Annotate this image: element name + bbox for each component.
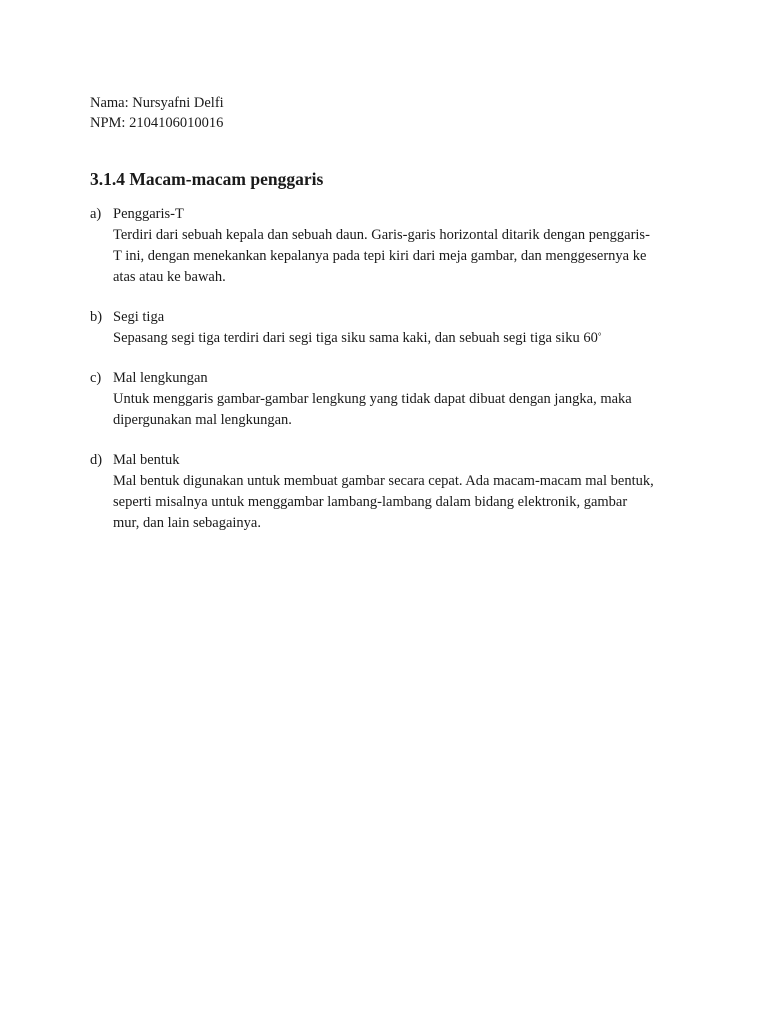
student-info (90, 93, 224, 133)
item-text-line (113, 328, 690, 349)
degree-symbol: ° (597, 331, 602, 341)
list-item-segi-tiga (90, 307, 690, 349)
list-marker: a) (90, 206, 102, 222)
list-marker: c) (90, 370, 102, 386)
list-marker: b) (90, 309, 103, 325)
item-title: Mal bentuk (113, 452, 180, 468)
item-text-line: Mal bentuk digunakan untuk membuat gambar secara cepat. Ada macam-macam mal bentuk, (113, 473, 654, 489)
item-title: Segi tiga (113, 309, 165, 325)
ruler-types-list (90, 204, 690, 534)
list-item-mal-lengkungan (90, 368, 690, 431)
section-title: 3.1.4 Macam-macam penggaris (90, 169, 324, 189)
item-text-line: Untuk menggaris gambar-gambar lengkung yang tidak dapat dibuat dengan jangka, maka (113, 391, 632, 407)
student-name: Nama: Nursyafni Delfi (90, 95, 224, 111)
item-text-line: seperti misalnya untuk menggambar lambang-lambang dalam bidang elektronik, gambar (113, 494, 628, 510)
student-npm: NPM: 2104106010016 (90, 115, 224, 131)
item-text-line: Terdiri dari sebuah kepala dan sebuah daun. Garis-garis horizontal ditarik dengan penggaris- (113, 227, 650, 243)
list-item-penggaris-t (90, 204, 690, 288)
item-text-line: T ini, dengan menekankan kepalanya pada tepi kiri dari meja gambar, dan menggesernya ke (113, 248, 647, 264)
item-text: Sepasang segi tiga terdiri dari segi tiga siku sama kaki, dan sebuah segi tiga siku 60 (113, 330, 598, 346)
item-text-line: atas atau ke bawah. (113, 269, 226, 285)
item-text-line: mur, dan lain sebagainya. (113, 515, 261, 531)
item-text-line: dipergunakan mal lengkungan. (113, 412, 292, 428)
item-title: Mal lengkungan (113, 370, 208, 386)
list-item-mal-bentuk (90, 450, 690, 534)
item-title: Penggaris-T (113, 206, 184, 222)
list-marker: d) (90, 452, 103, 468)
